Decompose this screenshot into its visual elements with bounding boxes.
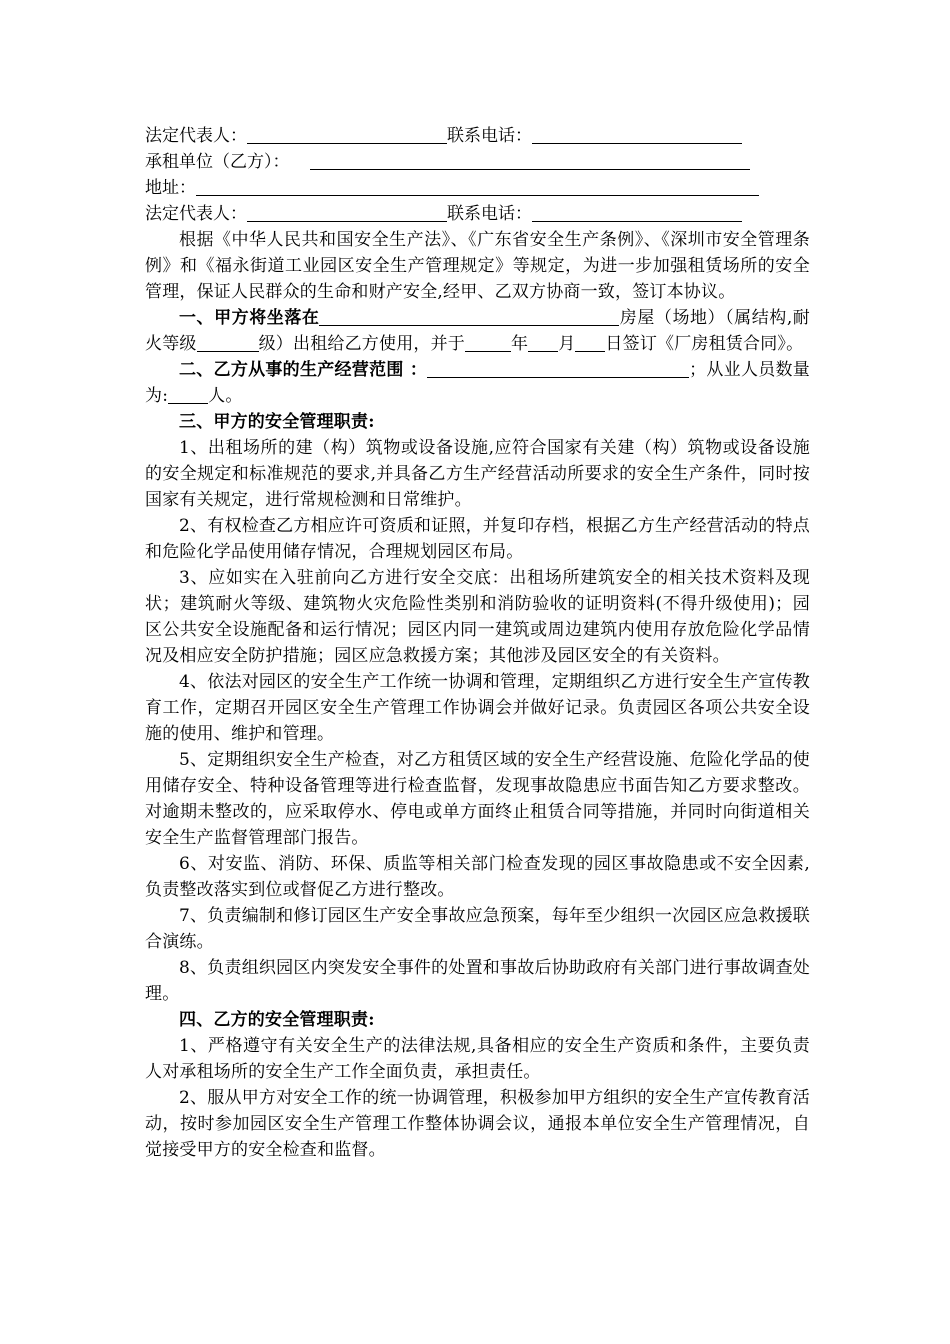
rep-line-1 <box>145 123 810 149</box>
phone-label-2: 联系电话： <box>447 204 532 224</box>
year-blank <box>465 333 511 352</box>
section-3-item-5: 5、定期组织安全生产检查，对乙方租赁区域的安全生产经营设施、危险化学品的使用储存安全、特种设备管理等进行检查监督，发现事故隐患应书面告知乙方要求整改。对逾期未整改的，应采取停水、停电或单方面终止租赁合同等措施，并同时向街道相关安全生产监督管理部门报告。 <box>145 750 810 848</box>
rep-line-2 <box>145 201 810 227</box>
section-4-item-2: 2、服从甲方对安全工作的统一协调管理，积极参加甲方组织的安全生产宣传教育活动，按时参加园区安全生产管理工作整体协调会议，通报本单位安全生产管理情况，自觉接受甲方的安全检查和监督。 <box>145 1088 810 1160</box>
rep-blank-2 <box>247 203 447 222</box>
tenant-blank <box>310 151 750 170</box>
clause-1 <box>145 305 810 357</box>
business-scope-blank <box>427 359 689 378</box>
section-3-heading: 三、甲方的安全管理职责: <box>179 412 375 432</box>
staff-count-blank <box>168 385 208 404</box>
clause-2-part-b: 人。 <box>208 386 243 406</box>
phone-blank-1 <box>532 125 742 144</box>
section-3-item-7: 7、负责编制和修订园区生产安全事故应急预案，每年至少组织一次园区应急救援联合演练。 <box>145 906 810 952</box>
address-line <box>145 175 810 201</box>
section-3-item-1: 1、出租场所的建（构）筑物或设备设施,应符合国家有关建（构）筑物或设备设施的安全规定和标准规范的要求,并具备乙方生产经营活动所要求的安全生产条件，同时按国家有关规定，进行常规检测和日常维护。 <box>145 438 810 510</box>
clause-1-day-text: 日签订《厂房租赁合同》。 <box>605 334 804 354</box>
section-3-item-4: 4、依法对园区的安全生产工作统一协调和管理，定期组织乙方进行安全生产宣传教育工作，定期召开园区安全生产管理工作协调会并做好记录。负责园区各项公共安全设施的使用、维护和管理。 <box>145 672 810 744</box>
location-blank <box>319 307 619 326</box>
year-label: 年 <box>511 334 529 354</box>
clause-1-part-b: 级）出租给乙方使用，并于 <box>258 334 466 354</box>
rep-label-1: 法定代表人： <box>145 126 247 146</box>
section-3-item-6: 6、对安监、消防、环保、质监等相关部门检查发现的园区事故隐患或不安全因素,负责整改落实到位或督促乙方进行整改。 <box>145 854 810 900</box>
tenant-label: 承租单位（乙方）： <box>145 152 290 172</box>
section-3-item-2: 2、有权检查乙方相应许可资质和证照，并复印存档，根据乙方生产经营活动的特点和危险化学品使用储存情况，合理规划园区布局。 <box>145 516 810 562</box>
month-blank <box>528 333 558 352</box>
address-label: 地址： <box>145 178 196 198</box>
fire-rating-blank <box>197 333 259 352</box>
clause-2 <box>145 357 810 409</box>
clause-1-heading: 一、甲方将坐落在 <box>179 308 320 328</box>
section-3-item-3: 3、应如实在入驻前向乙方进行安全交底：出租场所建筑安全的相关技术资料及现状；建筑耐火等级、建筑物火灾危险性类别和消防验收的证明资料(不得升级使用)；园区公共安全设施配备和运行情况；园区内同一建筑或周边建筑内使用存放危险化学品情况及相应安全防护措施；园区应急救援方案；其他涉及园区安全的有关资料。 <box>145 568 810 666</box>
rep-blank-1 <box>247 125 447 144</box>
rep-label-2: 法定代表人： <box>145 204 247 224</box>
clause-2-heading: 二、乙方从事的生产经营范围 ： <box>179 360 428 380</box>
day-blank <box>575 333 605 352</box>
section-4-item-1: 1、严格遵守有关安全生产的法律法规,具备相应的安全生产资质和条件，主要负责人对承租场所的安全生产工作全面负责，承担责任。 <box>145 1036 810 1082</box>
phone-label-1: 联系电话： <box>447 126 532 146</box>
month-label: 月 <box>558 334 576 354</box>
address-blank <box>196 177 759 196</box>
phone-blank-2 <box>532 203 742 222</box>
section-4-heading: 四、乙方的安全管理职责: <box>179 1010 375 1030</box>
contract-page <box>145 123 810 1163</box>
tenant-line <box>145 149 810 175</box>
section-3-item-8: 8、负责组织园区内突发安全事件的处置和事故后协助政府有关部门进行事故调查处理。 <box>145 958 810 1004</box>
intro-paragraph: 根据《中华人民共和国安全生产法》、《广东省安全生产条例》、《深圳市安全管理条例》和《福永街道工业园区安全生产管理规定》等规定，为进一步加强租赁场所的安全管理，保证人民群众的生命和财产安全,经甲、乙双方协商一致，签订本协议。 <box>145 230 810 302</box>
clause-2-part-a: ；从业人员数量为: <box>145 360 811 406</box>
clause-1-part-a: 房屋（场地）（属结构,耐火等级 <box>145 308 810 354</box>
